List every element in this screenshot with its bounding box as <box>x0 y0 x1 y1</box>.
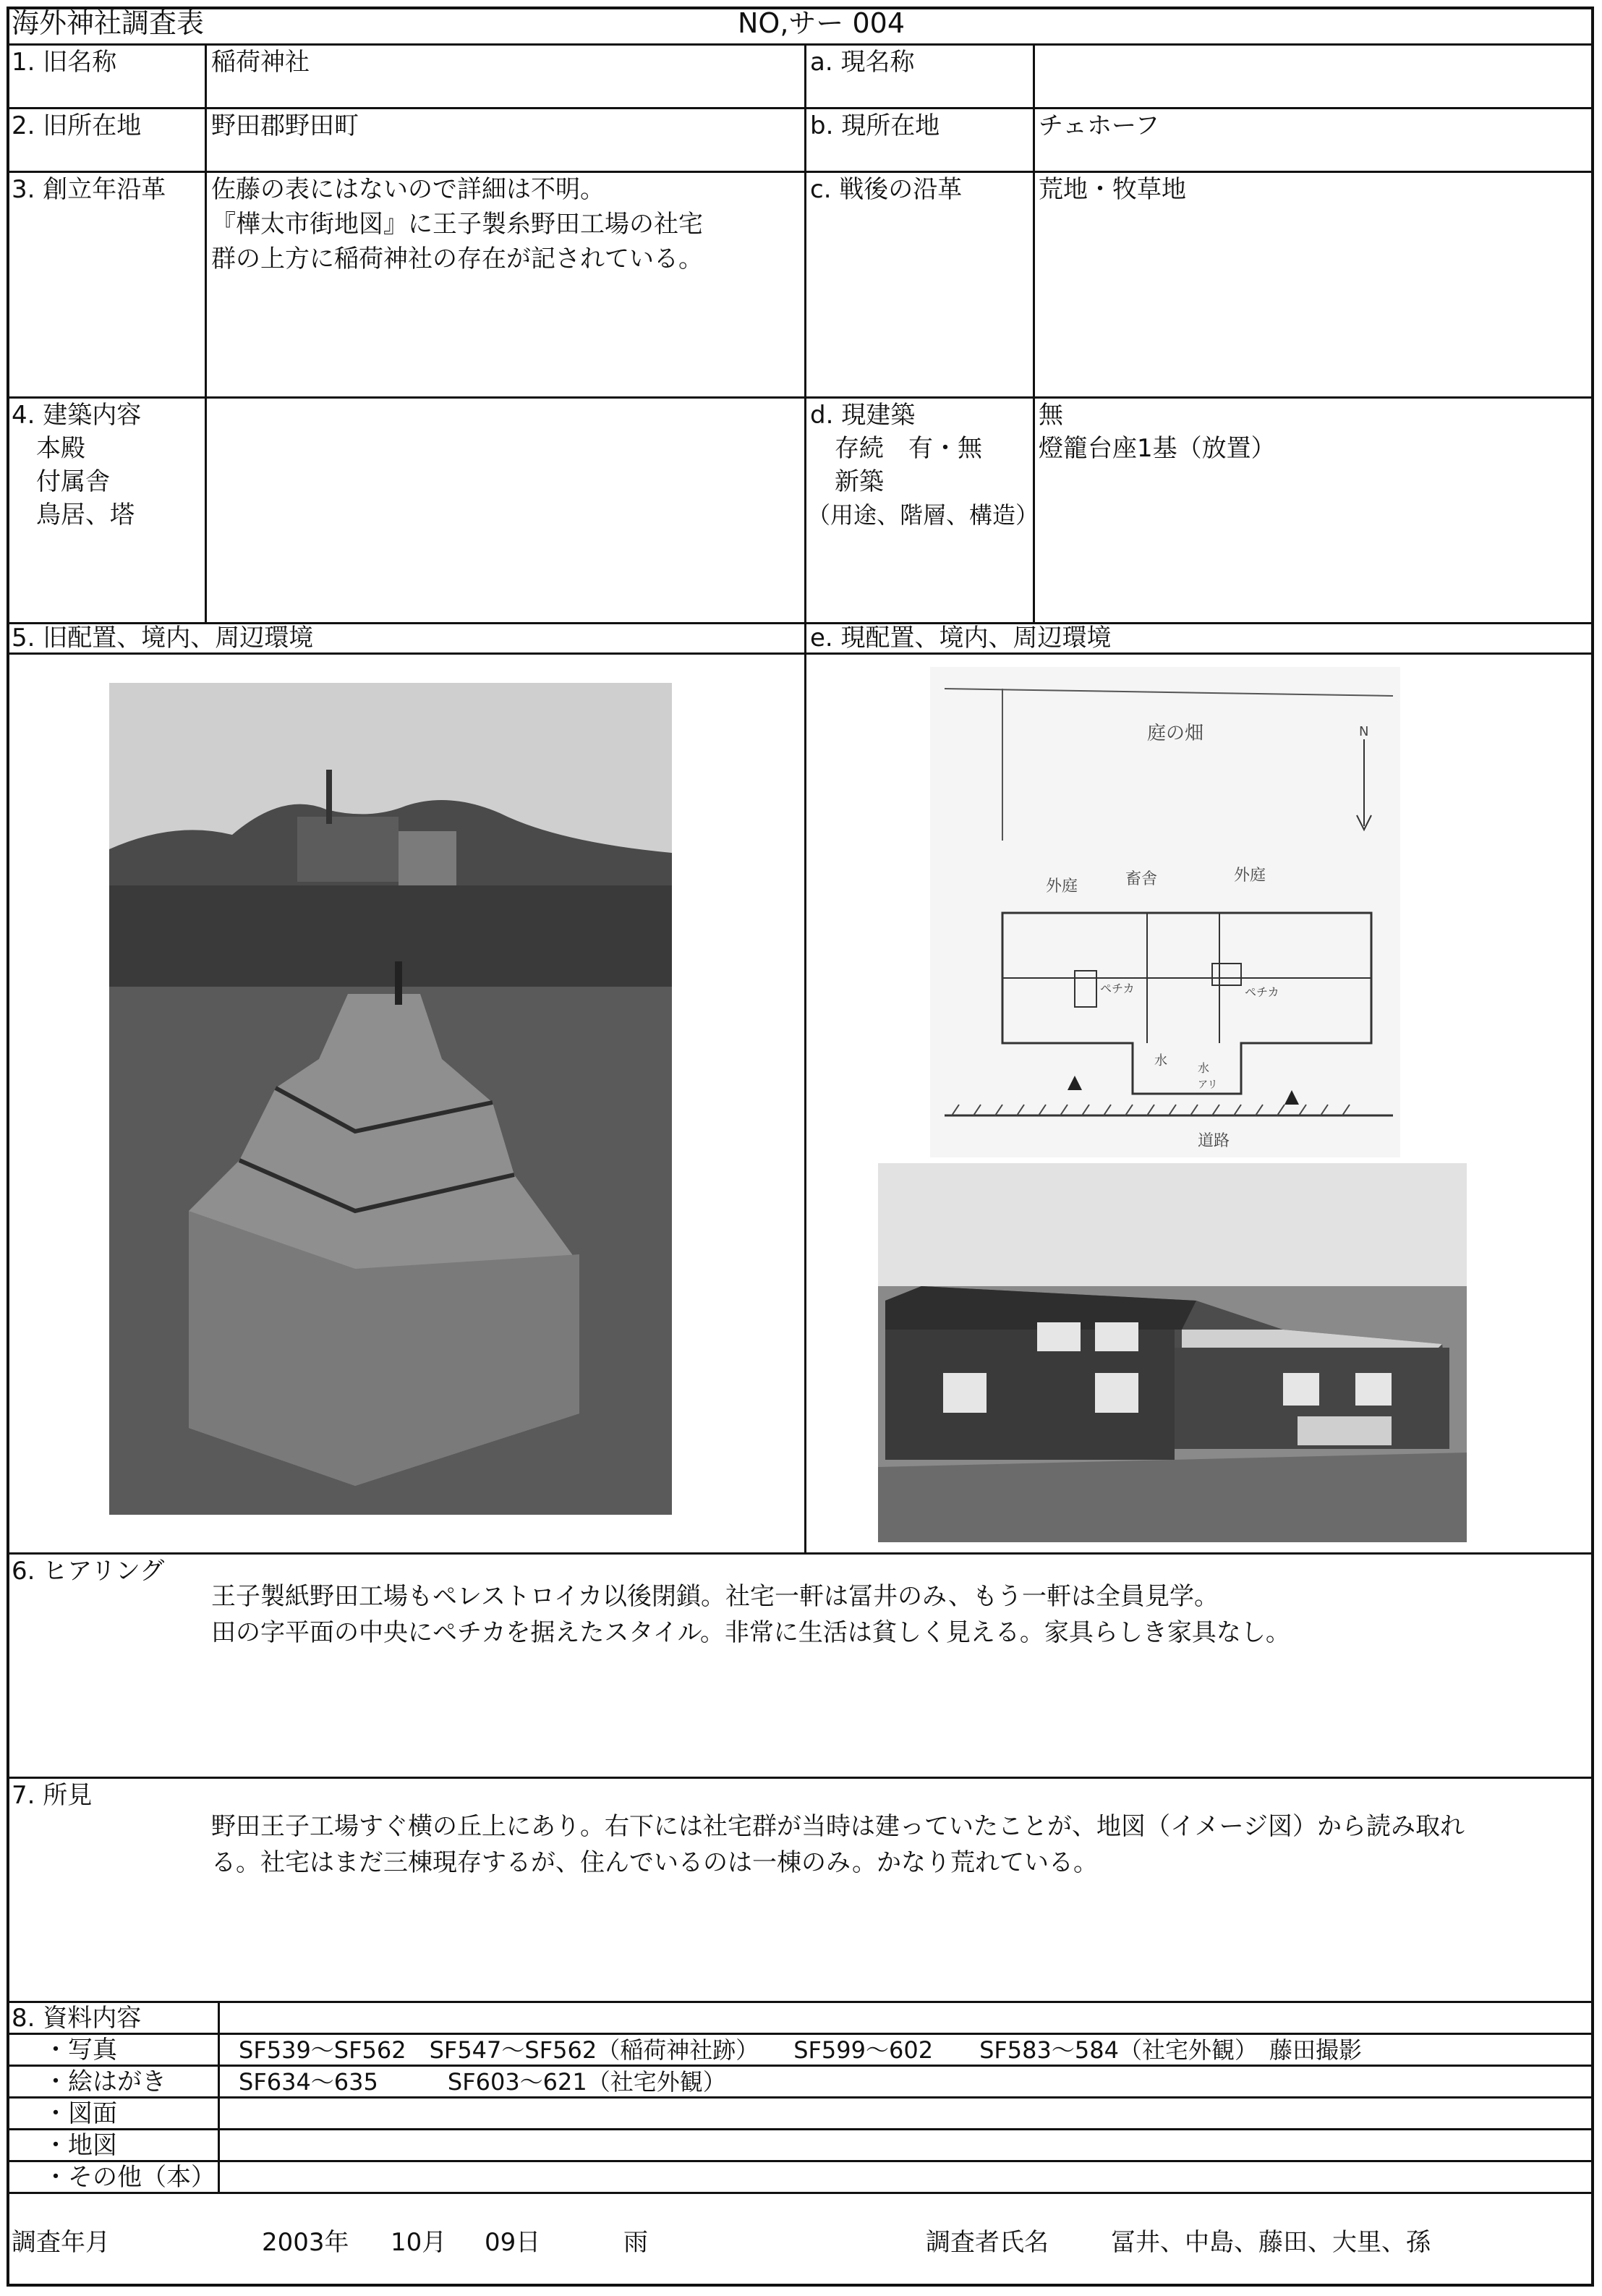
findings-label: 7. 所見 <box>12 1781 93 1810</box>
current-location-value: チェホーフ <box>1039 111 1160 140</box>
current-name-label: a. 現名称 <box>810 48 915 77</box>
survey-year: 2003年 <box>262 2228 349 2257</box>
rule <box>7 2192 1594 2194</box>
survey-month: 10月 <box>391 2228 447 2257</box>
postwar-value: 荒地・牧草地 <box>1039 175 1186 204</box>
materials-item-name: ・地図 <box>43 2131 117 2160</box>
rule <box>7 107 1594 109</box>
materials-item-value: SF634～635 SF603～621（社宅外観） <box>239 2068 726 2096</box>
rule <box>7 1777 1594 1779</box>
rule <box>205 43 207 622</box>
sketch-label: ペチカ <box>1100 982 1135 995</box>
sketch-label: 外庭 <box>1234 867 1266 885</box>
current-building-sublabel: 存続 有・無 <box>810 434 982 463</box>
rule <box>7 2160 1594 2162</box>
architecture-sublabel: 付属舎 <box>12 467 110 496</box>
current-building-value: 無 <box>1039 401 1063 430</box>
old-name-value: 稲荷神社 <box>211 48 310 77</box>
findings-line: る。社宅はまだ三棟現存するが、住んでいるのは一棟のみ。かなり荒れている。 <box>211 1848 1099 1877</box>
sketch-label: 道路 <box>1198 1132 1230 1150</box>
sketch-label: 水 <box>1154 1053 1167 1068</box>
rule <box>7 396 1594 399</box>
lantern-base-photo <box>109 683 672 1515</box>
current-location-label: b. 現所在地 <box>810 111 940 140</box>
rule <box>1033 43 1035 622</box>
old-location-label: 2. 旧所在地 <box>12 111 142 140</box>
survey-date-label: 調査年月 <box>12 2228 110 2257</box>
materials-item-name: ・写真 <box>43 2036 117 2065</box>
findings-line: 野田王子工場すぐ横の丘上にあり。右下には社宅群が当時は建っていたことが、地図（イメージ図）から読み取れ <box>211 1812 1465 1841</box>
sketch-label: アリ <box>1198 1079 1218 1091</box>
rule <box>7 2001 1594 2003</box>
history-line: 『樺太市街地図』に王子製糸野田工場の社宅 <box>211 210 703 239</box>
hearing-line: 田の字平面の中央にペチカを据えたスタイル。非常に生活は貧しく見える。家具らしき家具なし。 <box>211 1618 1290 1647</box>
current-building-label: d. 現建築 <box>810 401 916 430</box>
postwar-label: c. 戦後の沿革 <box>810 175 963 204</box>
sketch-label: N <box>1359 724 1369 739</box>
architecture-sublabel: 本殿 <box>12 434 85 463</box>
current-building-sublabel: （用途、階層、構造） <box>807 501 1039 529</box>
old-layout-label: 5. 旧配置、境内、周辺環境 <box>12 624 314 652</box>
sketch-label: 水 <box>1198 1061 1210 1075</box>
rule <box>7 171 1594 173</box>
history-line: 佐藤の表にはないので詳細は不明。 <box>211 175 605 204</box>
materials-label: 8. 資料内容 <box>12 2004 142 2033</box>
history-label: 3. 創立年沿革 <box>12 175 166 204</box>
current-building-sublabel: 新築 <box>810 467 884 496</box>
rule <box>804 43 806 1552</box>
sheet-title: 海外神社調査表 <box>12 7 205 39</box>
hearing-line: 王子製紙野田工場もペレストロイカ以後閉鎖。社宅一軒は冨井のみ、もう一軒は全員見学。 <box>211 1582 1219 1611</box>
rule <box>7 1552 1594 1555</box>
sketch-label: ペチカ <box>1245 985 1279 999</box>
site-sketch <box>930 667 1400 1157</box>
old-location-value: 野田郡野田町 <box>211 111 359 140</box>
architecture-label: 4. 建築内容 <box>12 401 142 430</box>
sketch-label: 外庭 <box>1046 877 1078 896</box>
old-name-label: 1. 旧名称 <box>12 48 117 77</box>
rule <box>7 2128 1594 2130</box>
materials-item-name: ・その他（本） <box>43 2163 216 2192</box>
sketch-label: 庭の畑 <box>1147 723 1204 744</box>
materials-item-name: ・図面 <box>43 2099 117 2128</box>
current-layout-label: e. 現配置、境内、周辺環境 <box>810 624 1112 652</box>
survey-day: 09日 <box>485 2228 541 2257</box>
rule <box>7 43 1594 46</box>
survey-weather: 雨 <box>623 2228 648 2257</box>
architecture-sublabel: 鳥居、塔 <box>12 501 135 530</box>
current-building-value: 燈籠台座1基（放置） <box>1039 434 1276 463</box>
materials-item-name: ・絵はがき <box>43 2067 166 2096</box>
company-housing-photo <box>878 1163 1467 1542</box>
materials-item-value: SF539～SF562 SF547～SF562（稲荷神社跡） SF599～602 SF583～584（社宅外観） 藤田撮影 <box>239 2036 1362 2064</box>
hearing-label: 6. ヒアリング <box>12 1557 165 1586</box>
rule <box>218 2001 220 2192</box>
sketch-label: 畜舎 <box>1125 870 1158 888</box>
surveyor-label: 調査者氏名 <box>926 2228 1049 2257</box>
sheet-number: NO,サー 004 <box>738 7 906 39</box>
history-line: 群の上方に稲荷神社の存在が記されている。 <box>211 245 703 273</box>
surveyor-names: 冨井、中島、藤田、大里、孫 <box>1111 2228 1431 2257</box>
